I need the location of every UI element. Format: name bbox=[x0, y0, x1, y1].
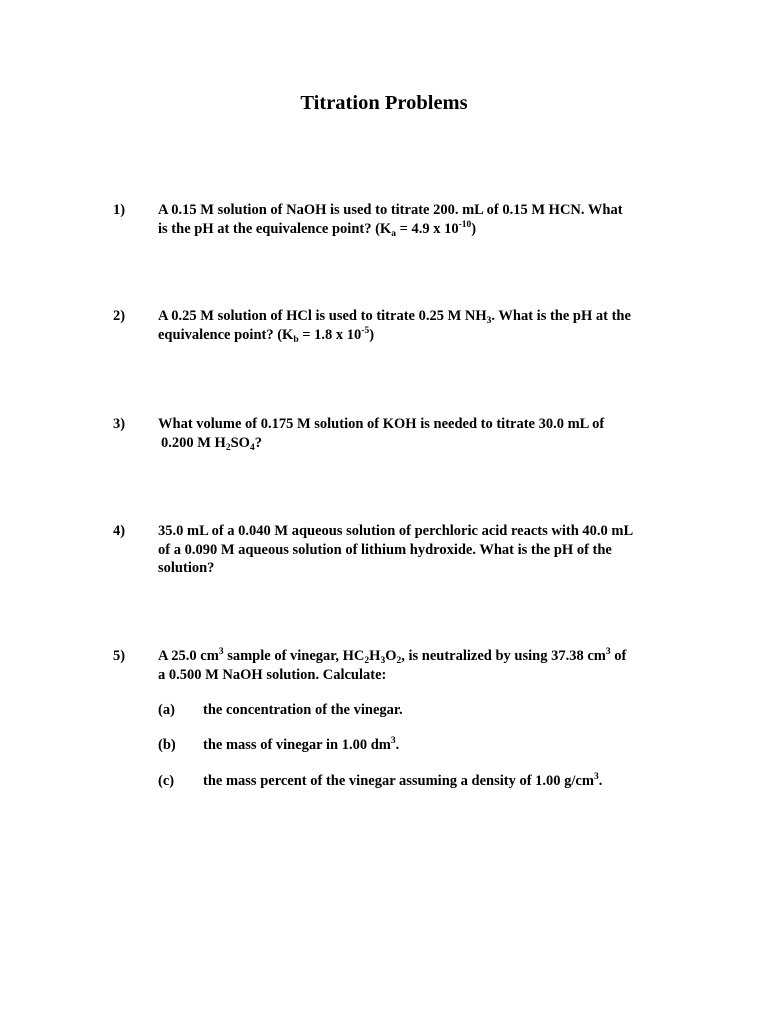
problem-line: 0.200 M $H_2SO_4$? bbox=[161, 434, 262, 453]
problem-number: 2) bbox=[113, 308, 126, 324]
problem-text bbox=[158, 647, 658, 684]
part-text: the mass of vinegar in 1.00 $dm^3$. bbox=[203, 736, 400, 753]
problem-text bbox=[158, 307, 658, 344]
problem-line: A 0.25 M solution of HCl is used to titrate 0.25 M $NH_3$. What is the pH at the bbox=[158, 308, 631, 326]
part-text: the mass percent of the vinegar assuming a density of 1.00 $g/cm^3$. bbox=[203, 772, 603, 789]
problem-line: is the pH at the equivalence point? ($K_a = 4.9$ x $10^{-10}$) bbox=[158, 219, 477, 239]
part-label: (c) bbox=[158, 773, 175, 789]
problem-line: solution? bbox=[158, 560, 215, 576]
problem-number: 1) bbox=[113, 202, 126, 218]
problem-line: A 0.15 M solution of NaOH is used to titrate 200. mL of 0.15 M HCN. What bbox=[158, 202, 623, 218]
problem-line: What volume of 0.175 M solution of KOH is needed to titrate 30.0 mL of bbox=[158, 416, 605, 432]
problem-number: 5) bbox=[113, 648, 126, 664]
part-text: the concentration of the vinegar. bbox=[203, 702, 403, 718]
problem-text bbox=[158, 522, 658, 578]
part-label: (a) bbox=[158, 702, 175, 718]
part-label: (b) bbox=[158, 737, 176, 753]
problem-line: 35.0 mL of a 0.040 M aqueous solution of perchloric acid reacts with 40.0 mL bbox=[158, 523, 634, 539]
problem-line: equivalence point? ($K_b = 1.8$ x $10^{-5}$) bbox=[158, 325, 375, 345]
problem-text bbox=[158, 201, 658, 238]
problem-number: 3) bbox=[113, 416, 126, 432]
problem-text bbox=[158, 415, 658, 452]
problem-line: a 0.500 M NaOH solution. Calculate: bbox=[158, 666, 387, 683]
problem-number: 4) bbox=[113, 523, 126, 539]
page-title: Titration Problems bbox=[300, 92, 468, 114]
problem-line: of a 0.090 M aqueous solution of lithium hydroxide. What is the pH of the bbox=[158, 541, 612, 558]
problem-line: A 25.0 $cm^3$ sample of vinegar, $HC_2H_3O_2$, is neutralized by using 37.38 $cm^3$ of bbox=[158, 647, 627, 666]
